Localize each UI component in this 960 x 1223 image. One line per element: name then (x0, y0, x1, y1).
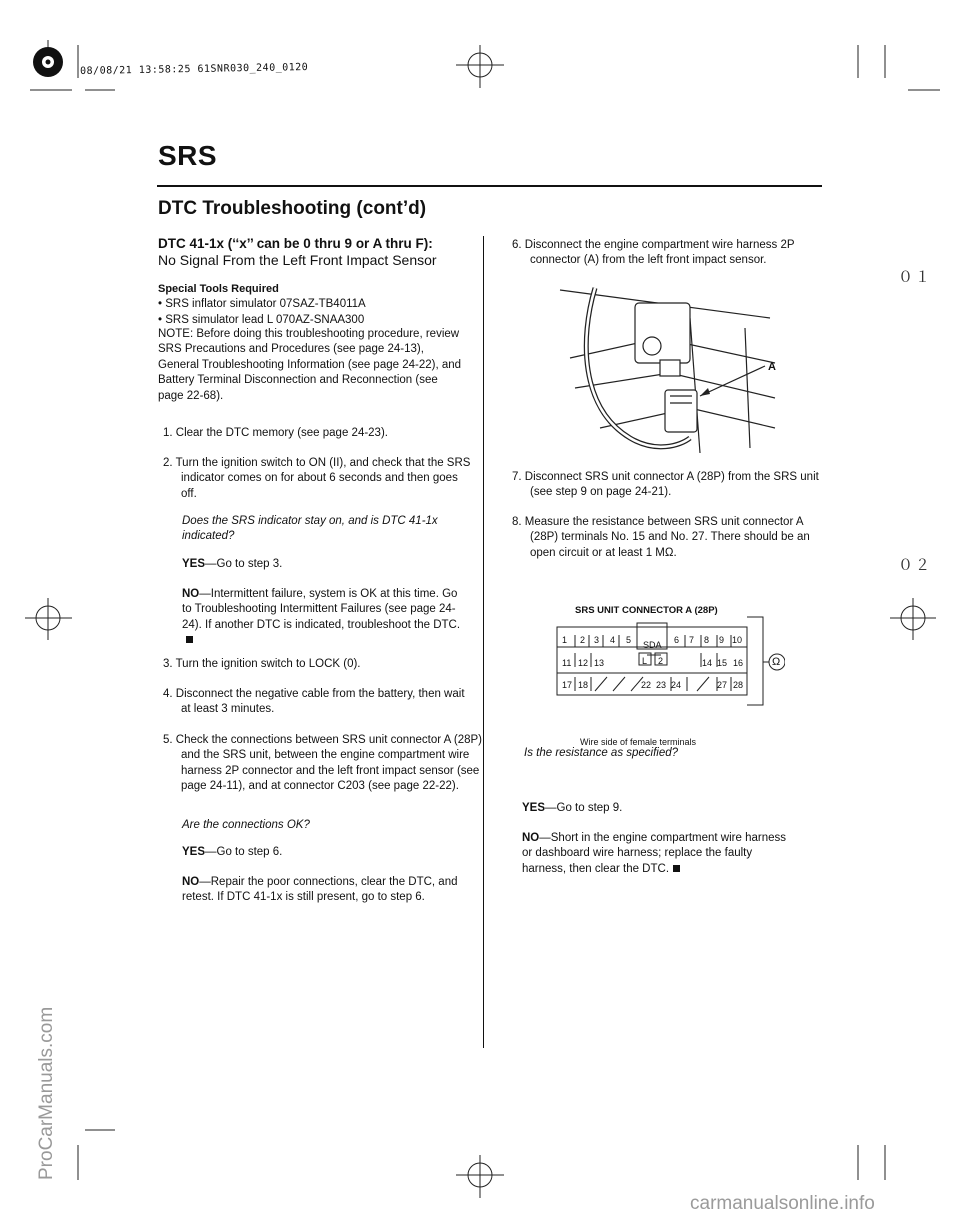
yes-text: Go to step 3. (216, 558, 283, 570)
impact-sensor-illustration (540, 278, 780, 458)
pin-18: 18 (578, 680, 589, 690)
lock-label-l: L (642, 656, 648, 666)
question-8: Is the resistance as specified? (524, 747, 679, 759)
page-title: DTC Troubleshooting (cont’d) (158, 198, 427, 219)
step-5-no: NO—Repair the poor connections, clear the DTC, and retest. If DTC 41-1x is still present, go to step 6. (182, 876, 458, 904)
tool-item: • SRS simulator lead L 070AZ-SNAA300 (158, 313, 365, 326)
no-label: NO (182, 588, 200, 600)
step-8-no: NO—Short in the engine compartment wire harness or dashboard wire harness; replace the faulty harness, then clear the DTC. (522, 832, 786, 875)
step-2-no: NO—Intermittent failure, system is OK at this time. Go to Troubleshooting Intermittent Failures (see page 24-24). If another DTC is indicated, troubleshoot the DTC. (182, 587, 464, 649)
pin-13: 13 (594, 658, 605, 668)
step-1: 1. Clear the DTC memory (see page 24-23). (163, 427, 388, 439)
pin-17: 17 (562, 680, 573, 690)
tool-item: • SRS inflator simulator 07SAZ-TB4011A (158, 298, 366, 311)
pin-5: 5 (626, 635, 632, 645)
question-5: Are the connections OK? (182, 819, 310, 831)
watermark-bottom: carmanualsonline.info (690, 1193, 875, 1214)
pin-28: 28 (733, 680, 744, 690)
pin-27: 27 (717, 680, 728, 690)
step-2: 2. Turn the ignition switch to ON (II), and check that the SRS indicator comes on for about 6 seconds and then goes off. (163, 457, 471, 500)
dtc-code: DTC 41-1x (‘‘x’’ can be 0 thru 9 or A thru F): (158, 236, 433, 251)
margin-code-02: ０２ (898, 556, 933, 574)
end-stop-icon (186, 636, 193, 643)
note-text: NOTE: Before doing this troubleshooting procedure, review SRS Precautions and Procedures (see page 24-13), General Troubleshooting Information (see page 24-22), and Battery Terminal Disconnection and Reconnection (see page 22-68). (158, 328, 462, 402)
step-8: 8. Measure the resistance between SRS unit connector A (28P) terminals No. 15 and No. 27. There should be an open circuit or at least 1 MΩ. (512, 516, 810, 559)
pin-2: 2 (580, 635, 586, 645)
header-rule (157, 185, 822, 187)
pin-3: 3 (594, 635, 600, 645)
yes-label: YES (522, 802, 546, 814)
pin-7: 7 (689, 635, 695, 645)
pin-1: 1 (562, 635, 568, 645)
yes-label: YES (182, 846, 206, 858)
lock-label-2: 2 (658, 656, 664, 666)
step-4: 4. Disconnect the negative cable from the battery, then wait at least 3 minutes. (163, 688, 465, 716)
connector-caption: Wire side of female terminals (580, 737, 697, 747)
yes-text: Go to step 6. (216, 846, 283, 858)
pin-8: 8 (704, 635, 710, 645)
ohmmeter-icon: Ω (772, 656, 781, 668)
step-5-yes: YES—Go to step 6. (182, 846, 283, 858)
no-text: Repair the poor connections, clear the DTC, and retest. If DTC 41-1x is still present, go to step 6. (182, 876, 458, 904)
pin-6: 6 (674, 635, 680, 645)
pin-23: 23 (656, 680, 667, 690)
no-label: NO (182, 876, 200, 888)
connector-center-label: SDA (643, 640, 662, 650)
section-title: SRS (158, 140, 218, 171)
dtc-description: No Signal From the Left Front Impact Sensor (158, 252, 437, 268)
step-2-yes: YES—Go to step 3. (182, 558, 283, 570)
pin-11: 11 (562, 658, 572, 668)
end-stop-icon (673, 865, 680, 872)
pin-12: 12 (578, 658, 589, 668)
step-5: 5. Check the connections between SRS unit connector A (28P) and the SRS unit, between the engine compartment wire harness 2P connector and the left front impact sensor (see page 24-11), and at connector C203 (see page 22-22). (163, 734, 482, 793)
tools-heading: Special Tools Required (158, 283, 279, 295)
pin-10: 10 (732, 635, 743, 645)
pin-9: 9 (719, 635, 725, 645)
pin-24: 24 (671, 680, 682, 690)
question-2: Does the SRS indicator stay on, and is DTC 41-1x indicated? (182, 515, 438, 543)
yes-label: YES (182, 558, 206, 570)
callout-a: A (768, 361, 776, 373)
step-7: 7. Disconnect SRS unit connector A (28P) from the SRS unit (see step 9 on page 24-21). (512, 471, 819, 499)
margin-code-01: ０１ (898, 268, 933, 286)
connector-title: SRS UNIT CONNECTOR A (28P) (575, 605, 718, 616)
yes-text: Go to step 9. (556, 802, 623, 814)
step-6: 6. Disconnect the engine compartment wire harness 2P connector (A) from the left front impact sensor. (512, 239, 795, 267)
step-3: 3. Turn the ignition switch to LOCK (0). (163, 658, 361, 670)
column-divider (483, 236, 484, 1048)
pin-4: 4 (610, 635, 616, 645)
no-label: NO (522, 832, 540, 844)
print-timestamp: 08/08/21 13:58:25 61SNR030_240_0120 (80, 62, 309, 77)
pin-14: 14 (702, 658, 713, 668)
no-text: Short in the engine compartment wire harness or dashboard wire harness; replace the faulty harness, then clear the DTC. (522, 832, 786, 875)
watermark-left: ProCarManuals.com (36, 1006, 57, 1180)
pin-16: 16 (733, 658, 744, 668)
pin-22: 22 (641, 680, 652, 690)
no-text: Intermittent failure, system is OK at this time. Go to Troubleshooting Intermittent Failures (see page 24-24). If another DTC is indicated, troubleshoot the DTC. (182, 588, 461, 631)
step-8-yes: YES—Go to step 9. (522, 802, 623, 814)
connector-diagram (555, 615, 785, 715)
pin-15: 15 (717, 658, 728, 668)
